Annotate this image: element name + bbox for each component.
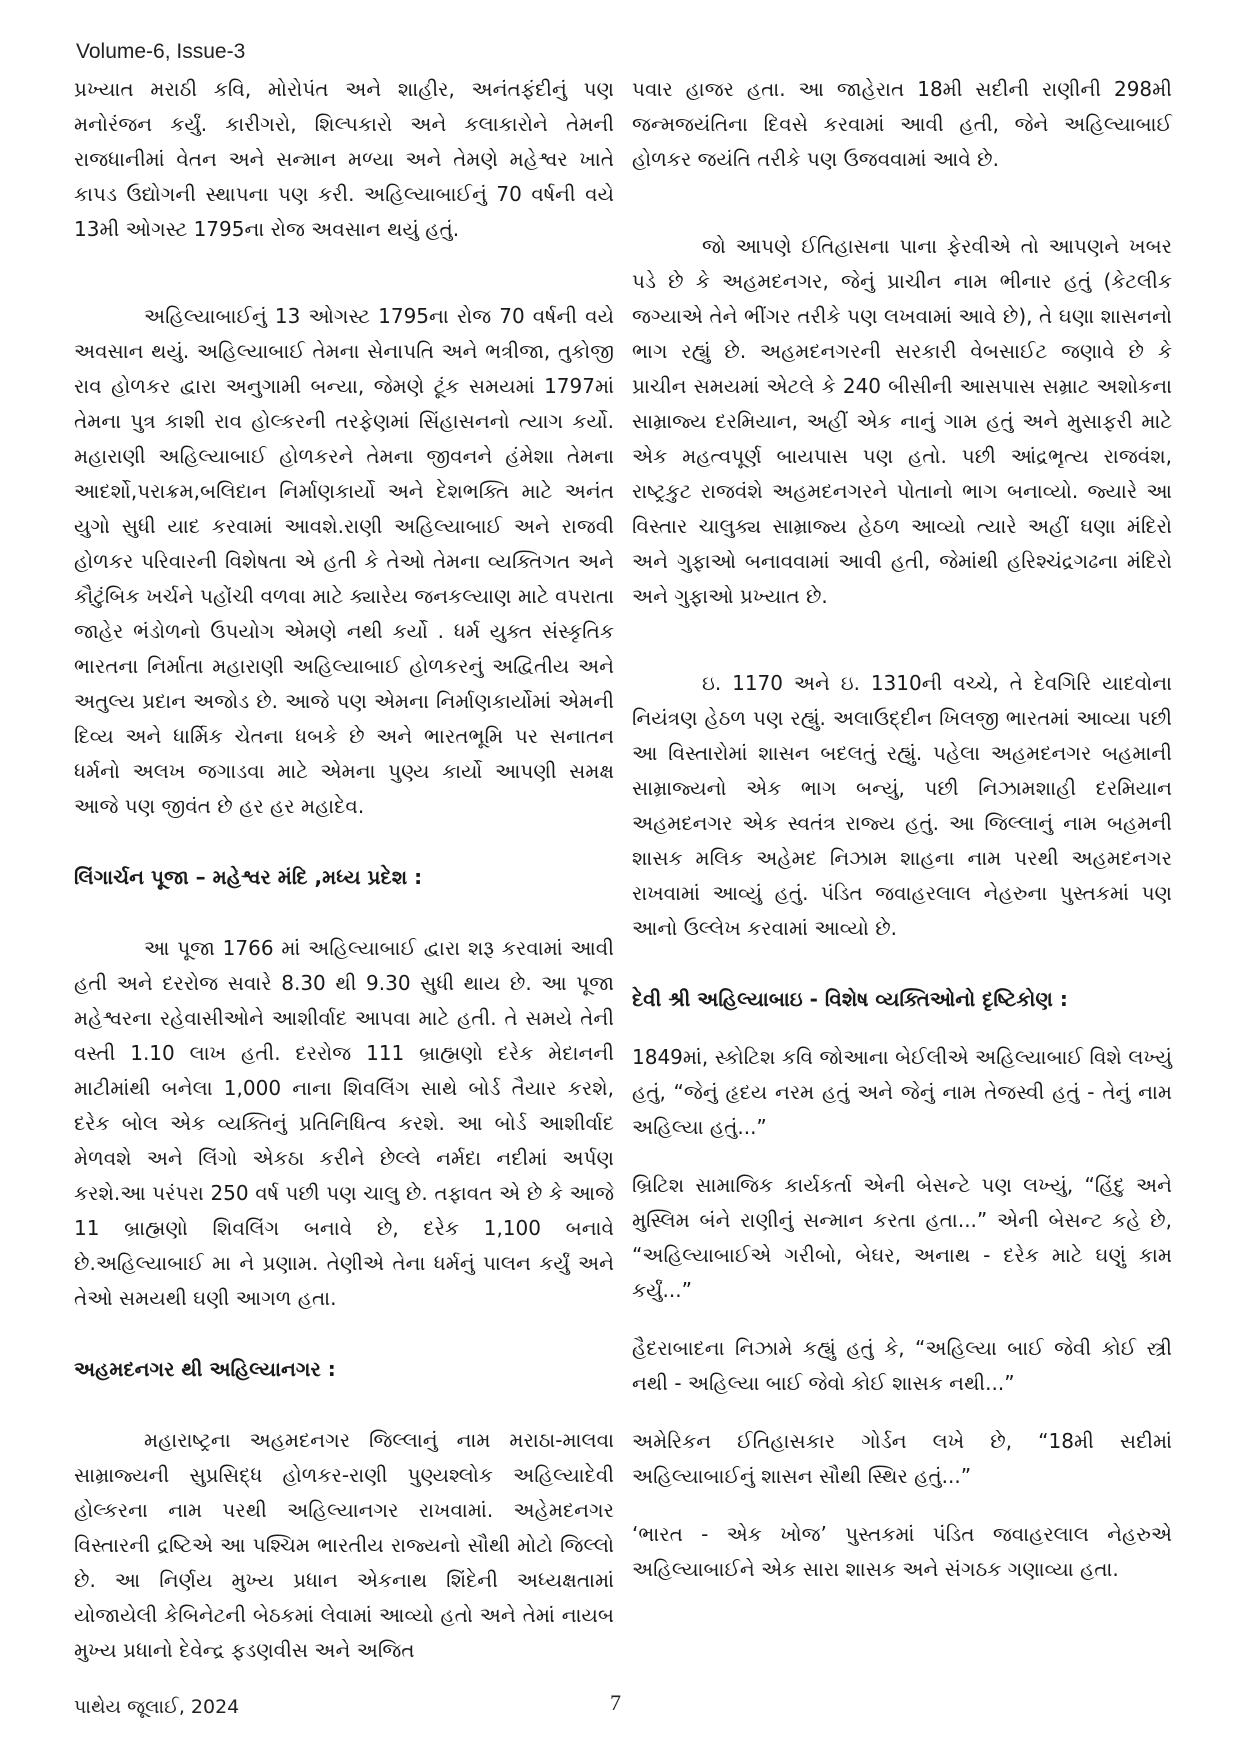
left-paragraph-3: આ પૂજા 1766 માં અહિલ્યાબાઈ દ્વારા શરૂ કરવામાં આવી હતી અને દરરોજ સવારે 8.30 થી 9.30 સુધી થાય છે. આ પૂજા મહેશ્વરના રહેવાસીઓને આશીર્વાદ આપવા માટે હતી. તે સમયે તેની વસ્તી 1.10 લાખ હતી. દરરોજ 111 બ્રાહ્મણો દરેક મેદાનની માટીમાંથી બનેલા 1,000 નાના શિવલિંગ સાથે બોર્ડ તૈયાર કરશે, દરેક બોલ એક વ્યક્તિનું પ્રતિનિધિત્વ કરશે. આ બોર્ડ આશીર્વાદ મેળવશે અને લિંગો એકઠા કરીને છેલ્લે નર્મદા નદીમાં અર્પણ કરશે.આ પરંપરા 250 વર્ષ પછી પણ ચાલુ છે. તફાવત એ છે કે આજે 11 બ્રાહ્મણો શિવલિંગ બનાવે છે, દરેક 1,100 બનાવે છે.અહિલ્યાબાઈ મા ને પ્રણામ. તેણીએ તેના ધર્મનું પાલન કર્યું અને તેઓ સમયથી ઘણી આગળ હતા. (74, 936, 614, 1310)
quote-annie-besant: બ્રિટિશ સામાજિક કાર્યકર્તા એની બેસન્ટે પણ લખ્યું, “હિંદુ અને મુસ્લિમ બંને રાણીનું સન્માન કરતા હતા...” એની બેસન્ટ કહે છે, “અહિલ્યાબાઈએ ગરીબો, બેઘર, અનાથ - દરેક માટે ઘણું કામ કર્યું...” (632, 1173, 1172, 1302)
quote-gordon: અમેરિકન ઈતિહાસકાર ગોર્ડન લખે છે, “18મી સદીમાં અહિલ્યાબાઈનું શાસન સૌથી સ્થિર હતું...” (632, 1429, 1172, 1488)
quote-joanna-baillie: 1849માં, સ્કોટિશ કવિ જોઆના બેઈલીએ અહિલ્યાબાઈ વિશે લખ્યું હતું, “જેનું હૃદય નરમ હતું અને જેનું નામ તેજસ્વી હતું - તેનું નામ અહિલ્યા હતું...” (632, 1045, 1172, 1139)
footer-publication-date: પાથેય જૂલાઈ, 2024 (74, 1696, 240, 1718)
volume-issue-label: Volume-6, Issue-3 (76, 40, 246, 63)
left-paragraph-4: મહારાષ્ટ્રના અહમદનગર જિલ્લાનું નામ મરાઠા-માલવા સામ્રાજ્યની સુપ્રસિદ્ધ હોળકર-રાણી પુણ્યશ્લોક અહિલ્યાદેવી હોલ્કરના નામ પરથી અહિલ્યાનગર રાખવામાં. અહેમદનગર વિસ્તારની દ્રષ્ટિએ આ પશ્ચિમ ભારતીય રાજ્યનો સૌથી મોટો જિલ્લો છે. આ નિર્ણય મુખ્ય પ્રધાન એકનાથ શિંદેની અધ્યક્ષતામાં યોજાયેલી કેબિનેટની બેઠકમાં લેવામાં આવ્યો હતો અને તેમાં નાયબ મુખ્ય પ્રધાનો દેવેન્દ્ર ફડણવીસ અને અજિત (74, 1428, 614, 1662)
left-paragraph-1: પ્રખ્યાત મરાઠી કવિ, મોરોપંત અને શાહીર, અનંતફંદીનું પણ મનોરંજન કર્યું. કારીગરો, શિલ્પકારો અને કલાકારોને તેમની રાજધાનીમાં વેતન અને સન્માન મળ્યા અને તેમણે મહેશ્વર ખાતે કાપડ ઉદ્યોગની સ્થાપના પણ કરી. અહિલ્યાબાઈનું 70 વર્ષની વયે 13મી ઓગસ્ટ 1795ના રોજ અવસાન થયું હતું. (74, 77, 614, 241)
left-column (74, 72, 614, 1668)
section-heading-lingarchan: લિંગાર્ચન પૂજા – મહેશ્વર મંદિ ,મધ્ય પ્રદેશ : (74, 865, 423, 889)
right-column (632, 72, 1172, 1587)
right-paragraph-3: ઇ. 1170 અને ઇ. 1310ની વચ્ચે, તે દેવગિરિ યાદવોના નિયંત્રણ હેઠળ પણ રહ્યું. અલાઉદ્દીન ખિલજી ભારતમાં આવ્યા પછી આ વિસ્તારોમાં શાસન બદલતું રહ્યું. પહેલા અહમદનગર બહમાની સામ્રાજ્યનો એક ભાગ બન્યું, પછી નિઝામશાહી દરમિયાન અહમદનગર એક સ્વતંત્ર રાજ્ય હતું. આ જિલ્લાનું નામ બહમની શાસક મલિક અહેમદ નિઝામ શાહના નામ પરથી અહમદનગર રાખવામાં આવ્યું હતું. પંડિત જવાહરલાલ નેહરુના પુસ્તકમાં પણ આનો ઉલ્લેખ કરવામાં આવ્યો છે. (632, 671, 1172, 940)
right-paragraph-2: જો આપણે ઈતિહાસના પાના ફેરવીએ તો આપણને ખબર પડે છે કે અહમદનગર, જેનું પ્રાચીન નામ ભીનાર હતું (કેટલીક જગ્યાએ તેને ભીંગર તરીકે પણ લખવામાં આવે છે), તે ઘણા શાસનનો ભાગ રહ્યું છે. અહમદનગરની સરકારી વેબસાઈટ જણાવે છે કે પ્રાચીન સમયમાં એટલે કે 240 બીસીની આસપાસ સમ્રાટ અશોકના સામ્રાજ્ય દરમિયાન, અહીં એક નાનું ગામ હતું અને મુસાફરી માટે એક મહત્વપૂર્ણ બાયપાસ પણ હતો. પછી આંદ્રભૃત્ય રાજવંશ, રાષ્ટ્રકુટ રાજવંશે અહમદનગરને પોતાનો ભાગ બનાવ્યો. જ્યારે આ વિસ્તાર ચાલુક્ય સામ્રાજ્ય હેઠળ આવ્યો ત્યારે અહીં ઘણા મંદિરો અને ગુફાઓ બનાવવામાં આવી હતી, જેમાંથી હરિશ્ચંદ્રગઢના મંદિરો અને ગુફાઓ પ્રખ્યાત છે. (632, 234, 1172, 608)
quote-nehru: ‘ભારત - એક ખોજ’ પુસ્તકમાં પંડિત જવાહરલાલ નેહરુએ અહિલ્યાબાઈને એક સારા શાસક અને સંગઠક ગણાવ્યા હતા. (632, 1522, 1172, 1581)
section-heading-perspectives: દેવી શ્રી અહિલ્યાબાઇ - વિશેષ વ્યક્તિઓનો દૃષ્ટિકોણ : (632, 987, 1068, 1011)
left-paragraph-2: અહિલ્યાબાઈનું 13 ઓગસ્ટ 1795ના રોજ 70 વર્ષની વયે અવસાન થયું. અહિલ્યાબાઈ તેમના સેનાપતિ અને ભત્રીજા, તુકોજી રાવ હોળકર દ્વારા અનુગામી બન્યા, જેમણે ટૂંક સમયમાં 1797માં તેમના પુત્ર કાશી રાવ હોલ્કરની તરફેણમાં સિંહાસનનો ત્યાગ કર્યો. મહારાણી અહિલ્યાબાઈ હોળકરને તેમના જીવનને હંમેશા તેમના આદર્શો,પરાક્રમ,બલિદાન નિર્માણકાર્યો અને દેશભક્તિ માટે અનંત યુગો સુધી યાદ કરવામાં આવશે.રાણી અહિલ્યાબાઈ અને રાજવી હોળકર પરિવારની વિશેષતા એ હતી કે તેઓ તેમના વ્યક્તિગત અને કૌટુંબિક ખર્ચને પહોંચી વળવા માટે ક્યારેય જનકલ્યાણ માટે વપરાતા જાહેર ભંડોળનો ઉપયોગ એમણે નથી કર્યો . ધર્મ યુક્ત સંસ્કૃતિક ભારતના નિર્માતા મહારાણી અહિલ્યાબાઈ હોળકરનું અદ્વિતીય અને અતુલ્ય પ્રદાન અજોડ છે. આજે પણ એમના નિર્માણકાર્યોમાં એમની દિવ્ય અને ધાર્મિક ચેતના ધબકે છે અને ભારતભૂમિ પર સનાતન ધર્મનો અલખ જગાડવા માટે એમના પુણ્ય કાર્યો આપણી સમક્ષ આજે પણ જીવંત છે હર હર મહાદેવ. (74, 304, 614, 818)
page-number: 7 (610, 1690, 621, 1715)
right-paragraph-1: પવાર હાજર હતા. આ જાહેરાત 18મી સદીની રાણીની 298મી જન્મજયંતિના દિવસે કરવામાં આવી હતી, જેને અહિલ્યાબાઈ હોળકર જયંતિ તરીકે પણ ઉજવવામાં આવે છે. (632, 77, 1172, 171)
quote-nizam: હૈદરાબાદના નિઝામે કહ્યું હતું કે, “અહિલ્યા બાઈ જેવી કોઈ સ્ત્રી નથી - અહિલ્યા બાઈ જેવો કોઈ શાસક નથી...” (632, 1336, 1172, 1395)
section-heading-ahilyanagar: અહમદનગર થી અહિલ્યાનગર : (74, 1357, 336, 1381)
